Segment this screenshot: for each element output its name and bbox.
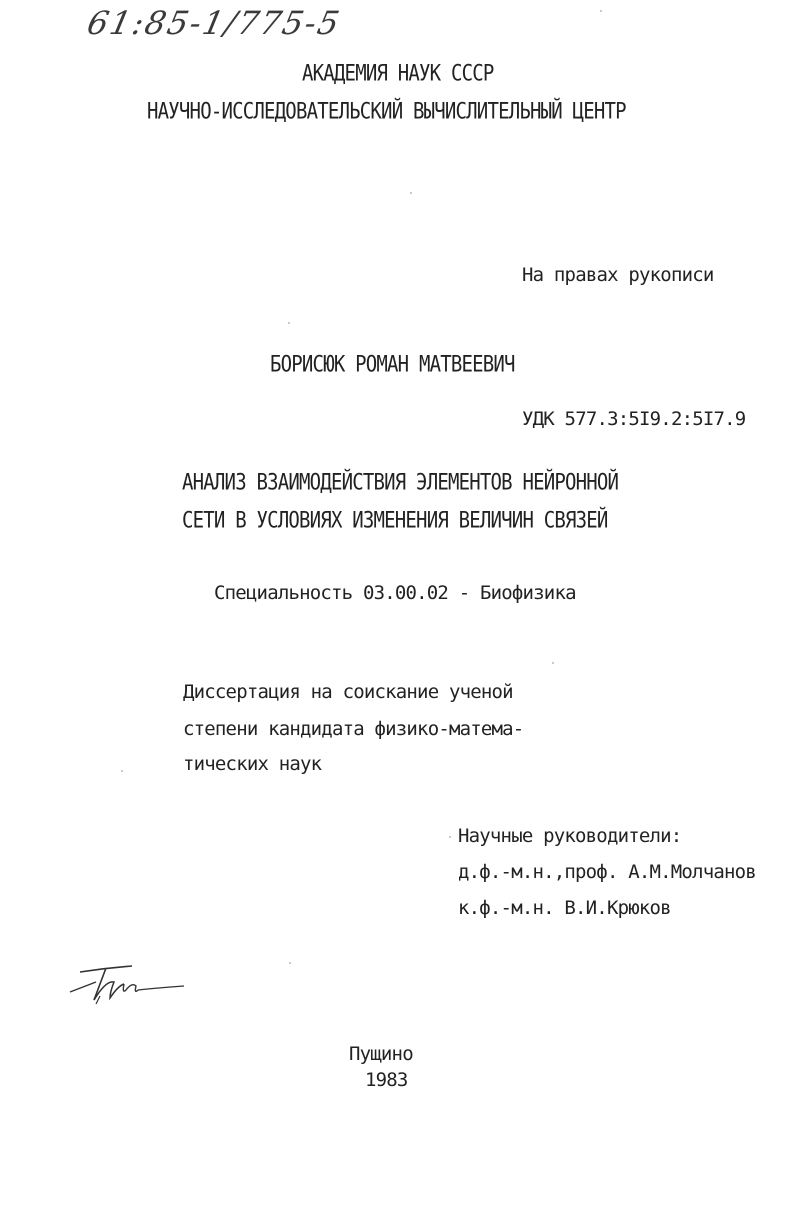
handwritten-shelfmark: 61:85-1/775-5 [83,4,345,42]
supervisors-heading: Научные руководители: [458,825,682,847]
scan-speck [449,836,451,838]
dissertation-line-1: Диссертация на соискание ученой [183,681,513,703]
specialty-line: Специальность 03.00.02 - Биофизика [214,582,576,604]
scan-speck [552,662,554,664]
dissertation-line-2: степени кандидата физико-матема- [183,718,524,740]
scan-speck [121,770,123,772]
dissertation-line-3: тических наук [183,753,322,775]
udc-code: УДК 577.3:5I9.2:5I7.9 [522,408,746,430]
publication-year: 1983 [365,1069,408,1091]
scan-speck [600,10,602,12]
manuscript-rights-note: На правах рукописи [522,264,714,286]
author-name: БОРИСЮК РОМАН МАТВЕЕВИЧ [270,351,515,378]
scan-speck [410,192,412,194]
supervisor-second: к.ф.-м.н. В.И.Крюков [458,897,671,919]
scan-speck [289,962,291,964]
thesis-title-line-1: АНАЛИЗ ВЗАИМОДЕЙСТВИЯ ЭЛЕМЕНТОВ НЕЙРОННОЙ [182,469,619,496]
supervisor-first: д.ф.-м.н.,проф. А.М.Молчанов [458,861,756,883]
publication-city: Пущино [349,1043,413,1065]
thesis-title-line-2: СЕТИ В УСЛОВИЯХ ИЗМЕНЕНИЯ ВЕЛИЧИН СВЯЗЕЙ [182,507,608,534]
handwritten-signature [66,960,196,1010]
academy-name: АКАДЕМИЯ НАУК СССР [302,60,494,87]
scan-speck [288,322,290,324]
research-center-name: НАУЧНО-ИССЛЕДОВАТЕЛЬСКИЙ ВЫЧИСЛИТЕЛЬНЫЙ ЦЕНТР [147,98,626,125]
